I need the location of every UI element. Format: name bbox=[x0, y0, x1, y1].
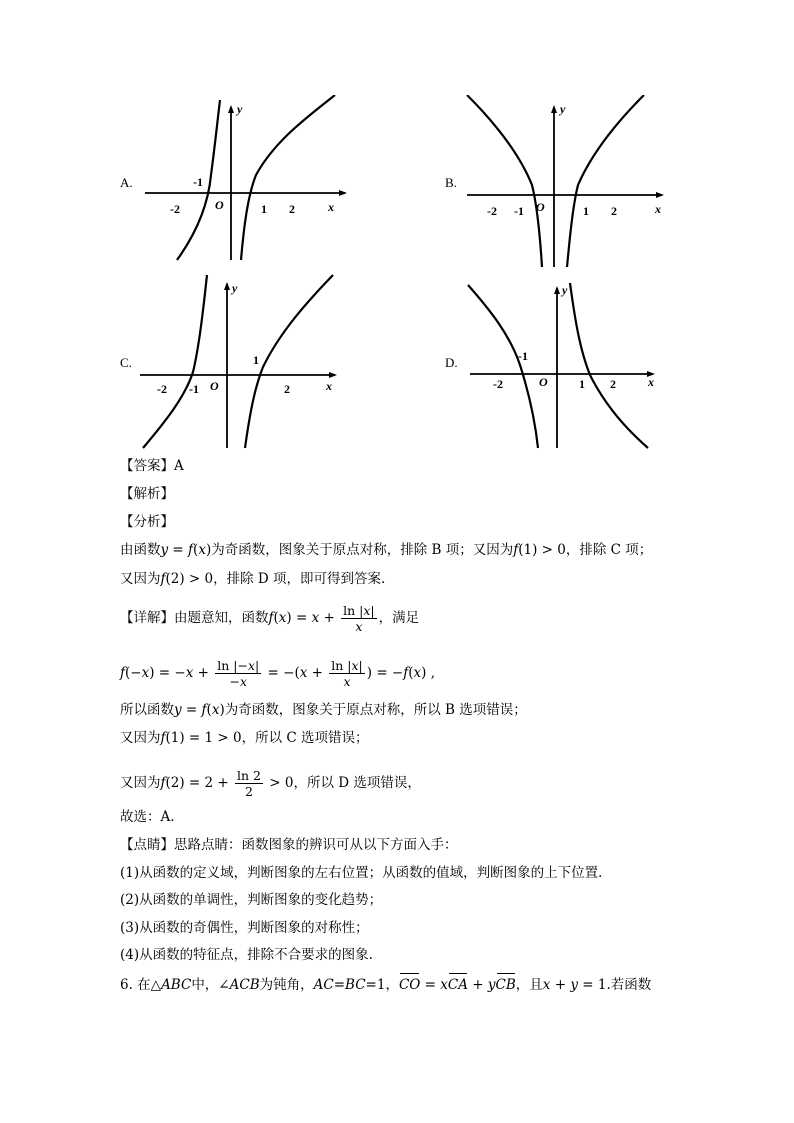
text-segment: ， bbox=[385, 977, 399, 993]
tick-neg2: -2 bbox=[493, 377, 503, 391]
x-axis-label: x bbox=[328, 200, 334, 214]
option-c-label: C. bbox=[120, 355, 132, 370]
question-6: 6. 在△ABC中，∠ACB为钝角，AC=BC=1，CO = xCA + yCB，且x + y = 1.若函数 bbox=[120, 977, 652, 993]
text-segment: 6. 在△ bbox=[120, 977, 162, 993]
tick-neg1: -1 bbox=[514, 204, 524, 218]
fenxi-line-1: 由函数y = f(x)为奇函数，图象关于原点对称，排除 B 项；又因为f(1) > 0，排除 C 项； bbox=[120, 542, 653, 558]
y-axis-label: y bbox=[560, 102, 566, 116]
answer: 【答案】A bbox=[120, 458, 184, 474]
tick-neg2: -2 bbox=[170, 202, 180, 216]
choose-line: 故选：A. bbox=[120, 809, 175, 825]
fraction: $\frac{\ln 2}{2}$ bbox=[237, 768, 261, 799]
tick-1: 1 bbox=[583, 204, 589, 218]
fraction: $\frac{\ln |x|}{x}$ bbox=[343, 603, 375, 634]
fraction: $\frac{\ln |-x|}{-x}$ bbox=[217, 658, 260, 689]
option-c-conclusion: 又因为f(1) = 1 > 0，所以 C 选项错误； bbox=[120, 730, 369, 746]
origin-label: O bbox=[210, 379, 219, 393]
y-axis-label: y bbox=[232, 281, 238, 295]
text-segment: 为奇函数，图象关于原点对称，所以 B 选项错误； bbox=[224, 702, 527, 718]
tick-2: 2 bbox=[284, 382, 290, 396]
x-axis-label: x bbox=[648, 375, 654, 389]
y-axis-label: y bbox=[562, 283, 568, 297]
graph-option-b bbox=[462, 95, 677, 270]
text-segment: 中，∠ bbox=[191, 977, 230, 993]
text-segment: ，排除 C 项； bbox=[565, 542, 653, 558]
text-segment: ，所以 C 选项错误； bbox=[241, 730, 369, 746]
text-segment: 又因为 bbox=[120, 730, 161, 746]
fraction: $\frac{\ln |x|}{x}$ bbox=[331, 658, 363, 689]
text-segment: ，所以 D 选项错误， bbox=[293, 775, 421, 791]
tick-1: 1 bbox=[253, 353, 259, 367]
option-b-label: B. bbox=[445, 175, 457, 190]
text-segment: 由函数 bbox=[120, 542, 161, 558]
origin-label: O bbox=[539, 375, 548, 389]
dianjing-line: 【点睛】思路点睛：函数图象的辨识可从以下方面入手： bbox=[120, 837, 458, 853]
x-axis-label: x bbox=[655, 202, 661, 216]
origin-label: O bbox=[536, 200, 545, 214]
point-4: (4)从函数的特征点，排除不合要求的图象. bbox=[120, 947, 373, 963]
tick-neg2: -2 bbox=[157, 382, 167, 396]
detail-line: 【详解】由题意知，函数f(x) = x + $\frac{\ln |x|}{x}$ ，满足 bbox=[120, 603, 420, 634]
option-d-conclusion: 又因为f(2) = 2 + $\frac{\ln 2}{2}$ > 0，所以 D 选项错误， bbox=[120, 768, 421, 799]
graph-option-d bbox=[465, 280, 665, 450]
tick-neg2: -2 bbox=[487, 204, 497, 218]
fenxi-line-2: 又因为f(2) > 0，排除 D 项，即可得到答案. bbox=[120, 571, 386, 587]
fenxi-heading: 【分析】 bbox=[120, 514, 174, 530]
text-segment: 为钝角， bbox=[259, 977, 314, 993]
tick-2: 2 bbox=[611, 204, 617, 218]
tick-1: 1 bbox=[579, 377, 585, 391]
point-2: (2)从函数的单调性，判断图象的变化趋势； bbox=[120, 892, 383, 908]
text-segment: 【详解】由题意知，函数 bbox=[120, 610, 269, 626]
odd-conclusion: 所以函数y = f(x)为奇函数，图象关于原点对称，所以 B 选项错误； bbox=[120, 702, 527, 718]
tick-2: 2 bbox=[289, 202, 295, 216]
text-segment: 所以函数 bbox=[120, 702, 174, 718]
option-a-label: A. bbox=[120, 175, 133, 190]
text-segment: ，且 bbox=[515, 977, 543, 993]
y-axis-label: y bbox=[237, 102, 243, 116]
x-axis-label: x bbox=[326, 379, 332, 393]
analysis-heading: 【解析】 bbox=[120, 486, 174, 502]
option-d-label: D. bbox=[445, 355, 458, 370]
tick-1: 1 bbox=[261, 202, 267, 216]
origin-label: O bbox=[215, 198, 224, 212]
tick-neg1: -1 bbox=[189, 382, 199, 396]
text-segment: ，排除 D 项，即可得到答案. bbox=[213, 571, 386, 587]
point-3: (3)从函数的奇偶性，判断图象的对称性； bbox=[120, 920, 369, 936]
tick-2: 2 bbox=[610, 377, 616, 391]
graph-option-c bbox=[135, 272, 350, 450]
text-segment: .若函数 bbox=[606, 977, 652, 993]
odd-derivation: f(−x) = −x + $\frac{\ln |-x|}{-x}$ = −(x + $\frac{\ln |x|}{x}$ ) = −f(x) , bbox=[120, 658, 436, 689]
tick-neg1: -1 bbox=[518, 349, 528, 363]
point-1: (1)从函数的定义域，判断图象的左右位置；从函数的值域，判断图象的上下位置． bbox=[120, 865, 612, 881]
text-segment: 又因为 bbox=[120, 775, 161, 791]
text-segment: 又因为 bbox=[120, 571, 161, 587]
text-segment: 为奇函数，图象关于原点对称，排除 B 项；又因为 bbox=[211, 542, 514, 558]
tick-neg1: -1 bbox=[193, 175, 203, 189]
graph-option-a bbox=[140, 95, 355, 265]
text-segment: ，满足 bbox=[378, 610, 420, 626]
